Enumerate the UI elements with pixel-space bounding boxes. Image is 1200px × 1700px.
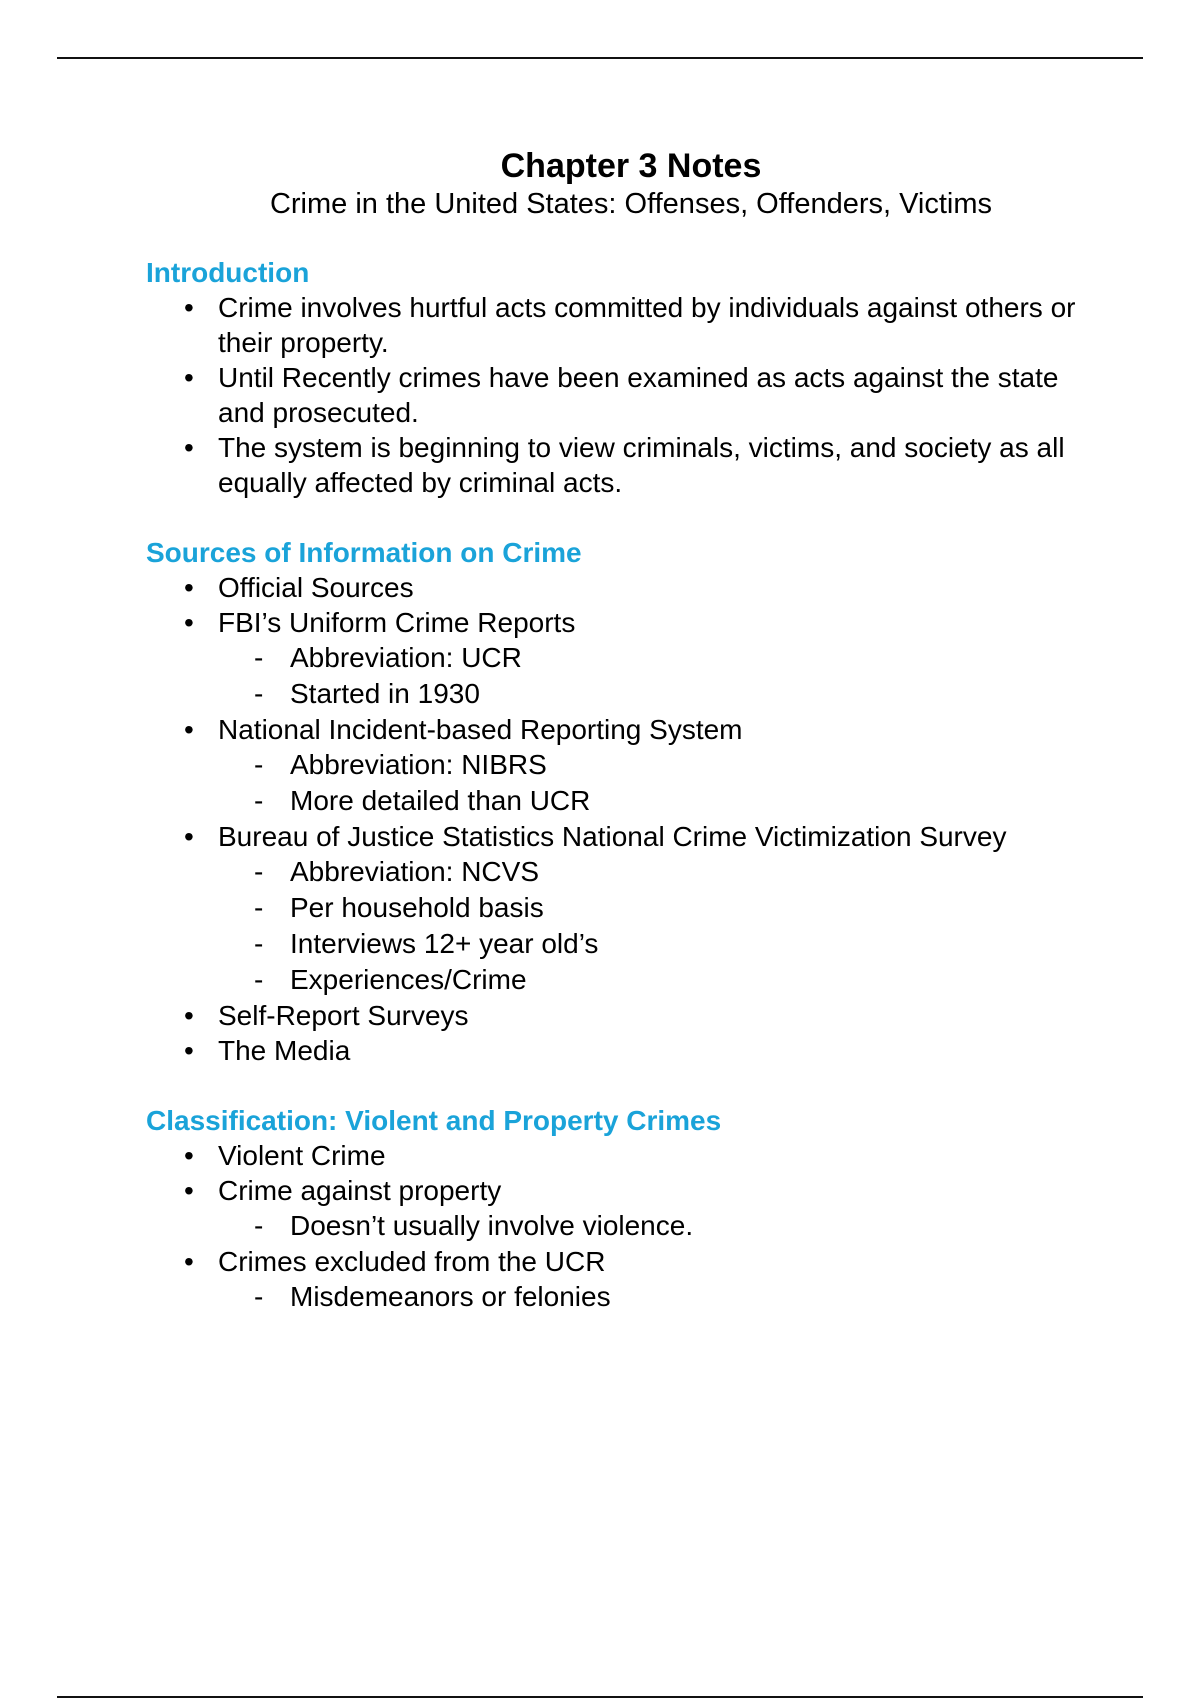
document-subtitle: Crime in the United States: Offenses, Offenders, Victims — [269, 188, 993, 220]
document-body — [146, 140, 1086, 1315]
bullet-icon: • — [184, 607, 194, 638]
bullet-icon: • — [184, 821, 194, 852]
sub-list-item-text: Per household basis — [290, 892, 544, 923]
dash-icon: - — [254, 785, 264, 816]
list-item-text: FBI’s Uniform Crime Reports — [218, 607, 576, 638]
bullet-icon: • — [184, 1246, 194, 1277]
list-item-text: Official Sources — [218, 572, 414, 603]
list-item — [146, 1138, 1086, 1173]
list-item-text: Crime involves hurtful acts committed by individuals against others or their property. — [218, 292, 1076, 358]
list-item — [146, 360, 1086, 430]
bullet-icon: • — [184, 1175, 194, 1206]
dash-icon: - — [254, 856, 264, 887]
sub-list-item-text: Experiences/Crime — [290, 964, 527, 995]
sub-list-item-text: Abbreviation: NCVS — [290, 856, 540, 887]
document-title: Chapter 3 Notes — [500, 147, 762, 185]
list-item-text: The Media — [218, 1035, 351, 1066]
sub-list-item-text: More detailed than UCR — [290, 785, 591, 816]
bullet-icon: • — [184, 1140, 194, 1171]
section-heading-sources: Sources of Information on Crime — [146, 537, 582, 568]
sub-list-item — [146, 747, 1086, 783]
sub-list-item-text: Interviews 12+ year old’s — [290, 928, 599, 959]
dash-icon: - — [254, 964, 264, 995]
sub-list-item — [146, 1279, 1086, 1315]
classification-list — [146, 1138, 1086, 1315]
list-item — [146, 1173, 1086, 1244]
list-item-text: Until Recently crimes have been examined as acts against the state and prosecuted. — [218, 362, 1059, 428]
bullet-icon: • — [184, 432, 194, 463]
bullet-icon: • — [184, 292, 194, 323]
sub-list-item — [146, 890, 1086, 926]
list-item — [146, 605, 1086, 712]
list-item-text: Crimes excluded from the UCR — [218, 1246, 606, 1277]
dash-icon: - — [254, 928, 264, 959]
sub-list-item — [146, 783, 1086, 819]
list-item — [146, 290, 1086, 360]
section-heading-classification: Classification: Violent and Property Crimes — [146, 1105, 722, 1136]
list-item — [146, 1033, 1086, 1068]
dash-icon: - — [254, 1210, 264, 1241]
list-item-text: Violent Crime — [218, 1140, 386, 1171]
sub-list-item-text: Started in 1930 — [290, 678, 480, 709]
sources-list — [146, 570, 1086, 1068]
bottom-divider — [57, 1696, 1143, 1698]
list-item-text: Bureau of Justice Statistics National Crime Victimization Survey — [218, 821, 1007, 852]
sub-list-item — [146, 1208, 1086, 1244]
list-item-text: National Incident-based Reporting System — [218, 714, 743, 745]
dash-icon: - — [254, 1281, 264, 1312]
list-item — [146, 998, 1086, 1033]
sub-list-item-text: Misdemeanors or felonies — [290, 1281, 611, 1312]
sub-list-item — [146, 854, 1086, 890]
dash-icon: - — [254, 892, 264, 923]
sub-list-item-text: Abbreviation: UCR — [290, 642, 522, 673]
list-item — [146, 819, 1086, 998]
bullet-icon: • — [184, 1035, 194, 1066]
list-item-text: Self-Report Surveys — [218, 1000, 469, 1031]
bullet-icon: • — [184, 572, 194, 603]
list-item — [146, 712, 1086, 819]
sub-list-item — [146, 640, 1086, 676]
bullet-icon: • — [184, 1000, 194, 1031]
dash-icon: - — [254, 678, 264, 709]
list-item — [146, 570, 1086, 605]
top-divider — [57, 57, 1143, 59]
sub-list-item — [146, 962, 1086, 998]
introduction-list — [146, 290, 1086, 500]
dash-icon: - — [254, 642, 264, 673]
dash-icon: - — [254, 749, 264, 780]
bullet-icon: • — [184, 362, 194, 393]
list-item-text: Crime against property — [218, 1175, 502, 1206]
list-item — [146, 430, 1086, 500]
sub-list-item-text: Abbreviation: NIBRS — [290, 749, 547, 780]
sub-list-item — [146, 926, 1086, 962]
bullet-icon: • — [184, 714, 194, 745]
list-item — [146, 1244, 1086, 1315]
section-heading-introduction: Introduction — [146, 257, 310, 288]
sub-list-item — [146, 676, 1086, 712]
list-item-text: The system is beginning to view criminals, victims, and society as all equally affected by criminal acts. — [218, 432, 1065, 498]
sub-list-item-text: Doesn’t usually involve violence. — [290, 1210, 694, 1241]
